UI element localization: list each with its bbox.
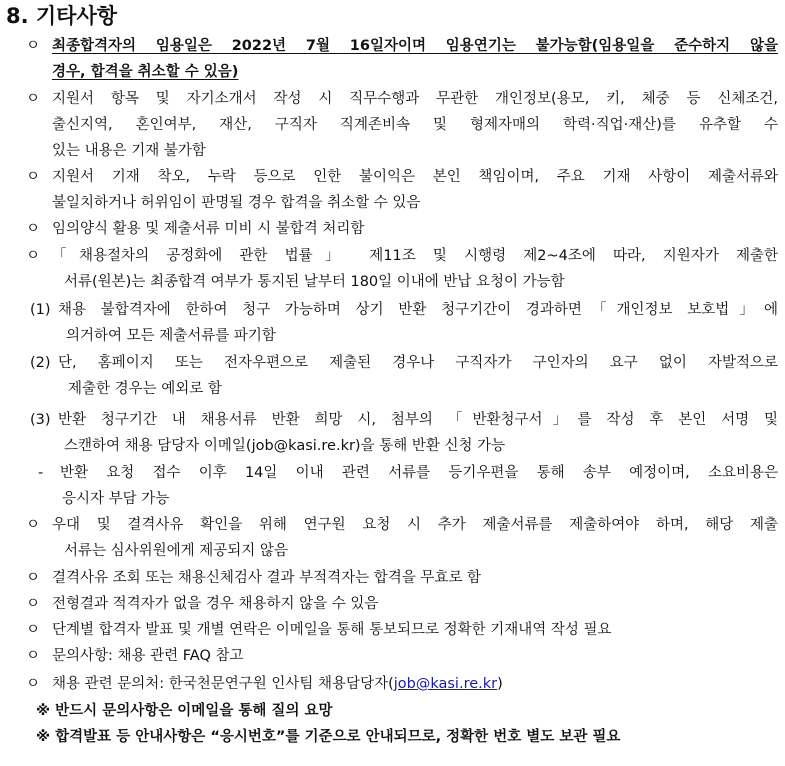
- section-title: 8. 기타사항: [6, 4, 118, 28]
- list-item-line: 전형결과 적격자가 없을 경우 채용하지 않을 수 있음: [52, 596, 379, 612]
- list-item-line: 반환 청구기간 내 채용서류 반환 희망 시, 첨부의 「반환청구서」를 작성 후 본인 서명 및: [58, 412, 778, 428]
- sub-item-rejected-applicants: [58, 297, 778, 349]
- bullet-marker: ㅇ: [26, 596, 41, 612]
- list-item-line: 있는 내용은 기재 불가함: [52, 143, 206, 159]
- bullet-marker: ㅇ: [26, 221, 41, 237]
- note-email-inquiry: ※ 반드시 문의사항은 이메일을 통해 질의 요망: [36, 703, 333, 719]
- list-item-appointment-date: [52, 33, 778, 85]
- list-item-line: 서류(원본)는 최종합격 여부가 통지된 날부터 180일 이내에 반납 요청이 가능함: [64, 274, 565, 290]
- list-item-line: 「채용절차의 공정화에 관한 법률」 제11조 및 시행령 제2~4조에 따라, 지원자가 제출한: [52, 248, 778, 264]
- list-item-line: 제출한 경우는 예외로 함: [68, 381, 222, 397]
- bullet-marker: ㅇ: [26, 91, 41, 107]
- bullet-marker: ㅇ: [26, 248, 41, 264]
- list-item-line: 출신지역, 혼인여부, 재산, 구직자 직계존비속 및 형제자매의 학력·직업·재산)를 유추할 수: [52, 117, 778, 133]
- list-item-personal-info: [52, 86, 778, 164]
- list-item-line: 임의양식 활용 및 제출서류 미비 시 불합격 처리함: [52, 221, 365, 237]
- bullet-marker: ㅇ: [26, 169, 41, 185]
- bullet-marker: ㅇ: [26, 517, 41, 533]
- list-item-form-usage: [52, 216, 778, 242]
- list-item-line: 지원서 기재 착오, 누락 등으로 인한 불이익은 본인 책임이며, 주요 기재 사항이 제출서류와: [52, 169, 778, 185]
- sub-item-exceptions: [58, 350, 778, 402]
- list-item-line: 단, 홈페이지 또는 전자우편으로 제출된 경우나 구직자가 구인자의 요구 없이 자발적으로: [58, 355, 778, 371]
- bullet-marker: ㅇ: [26, 676, 41, 692]
- list-item-line: 우대 및 결격사유 확인을 위해 연구원 요청 시 추가 제출서류를 제출하여야 하며, 해당 제출: [52, 517, 778, 533]
- sub-item-marker: (2): [30, 355, 51, 371]
- list-item-contact: [52, 671, 778, 697]
- sub-item-marker: (3): [30, 412, 51, 428]
- bullet-marker: ㅇ: [26, 38, 41, 54]
- list-item-line: 서류는 심사위원에게 제공되지 않음: [64, 543, 288, 559]
- list-item-disqualification: [52, 565, 778, 591]
- dash-marker: -: [38, 465, 44, 481]
- list-item-additional-documents: [52, 512, 778, 564]
- list-item-line: 단계별 합격자 발표 및 개별 연락은 이메일을 통해 통보되므로 정확한 기재내역 작성 필요: [52, 622, 612, 638]
- bullet-marker: ㅇ: [26, 622, 41, 638]
- note-applicant-number: ※ 합격발표 등 안내사항은 “응시번호”를 기준으로 안내되므로, 정확한 번호 별도 보관 필요: [36, 729, 621, 745]
- list-item-line: 불일치하거나 허위임이 판명될 경우 합격을 취소할 수 있음: [52, 195, 421, 211]
- list-item-line: 채용 불합격자에 한하여 청구 가능하며 상기 반환 청구기간이 경과하면「개인정보 보호법」에: [58, 302, 778, 318]
- contact-label: 채용 관련 문의처: 한국천문연구원 인사팀 채용담당자(: [52, 676, 394, 692]
- list-item-line: 반환 요청 접수 이후 14일 이내 관련 서류를 등기우편을 통해 송부 예정이며, 소요비용은: [60, 465, 778, 481]
- bullet-marker: ㅇ: [26, 648, 41, 664]
- list-item-line: 스캔하여 채용 담당자 이메일(job@kasi.re.kr)을 통해 반환 신청 가능: [64, 438, 506, 454]
- list-item-faq: [52, 643, 778, 669]
- list-item-no-qualified: [52, 591, 778, 617]
- list-item-announcement: [52, 617, 778, 643]
- sub-item-return-request: [58, 407, 778, 459]
- list-item-line: 지원서 항목 및 자기소개서 작성 시 직무수행과 무관한 개인정보(용모, 키, 체중 등 신체조건,: [52, 91, 778, 107]
- list-item-line: 응시자 부담 가능: [62, 491, 170, 507]
- list-item-document-return: [52, 243, 778, 295]
- bullet-marker: ㅇ: [26, 570, 41, 586]
- sub-item-shipping: [60, 460, 778, 512]
- contact-email-link[interactable]: job@kasi.re.kr: [393, 676, 498, 692]
- list-item-line: 최종합격자의 임용일은 2022년 7월 16일자이며 임용연기는 불가능함(임용일을 준수하지 않을: [52, 38, 778, 54]
- list-item-line: 결격사유 조회 또는 채용신체검사 결과 부적격자는 합격을 무효로 함: [52, 570, 482, 586]
- sub-item-marker: (1): [30, 302, 51, 318]
- list-item-line: 의거하여 모든 제출서류를 파기함: [66, 328, 276, 344]
- list-item-line: 경우, 합격을 취소할 수 있음): [52, 64, 239, 80]
- list-item-line: 문의사항: 채용 관련 FAQ 참고: [52, 648, 244, 664]
- contact-suffix: ): [497, 676, 503, 692]
- list-item-entry-errors: [52, 164, 778, 216]
